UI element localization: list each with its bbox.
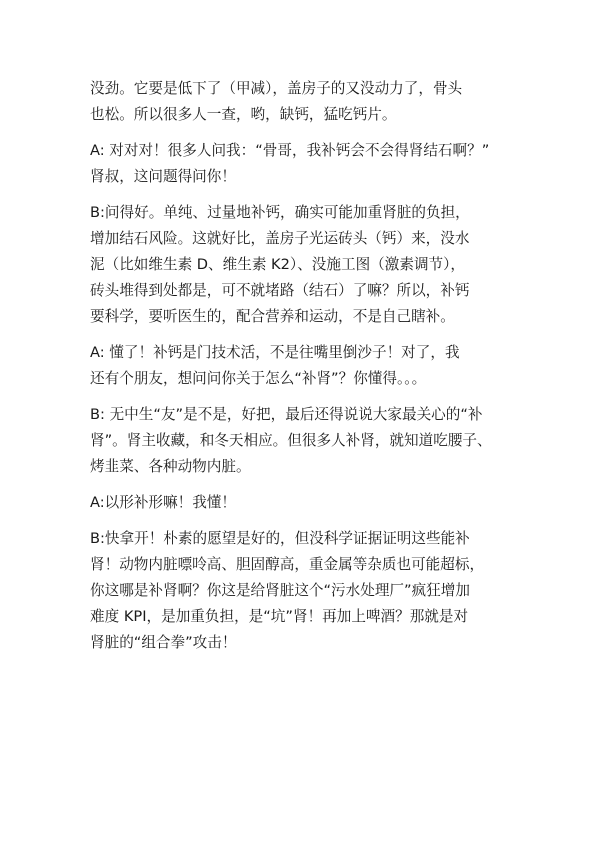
text-line: 增加结石风险。这就好比，盖房子光运砖头（钙）来，没水 [90, 230, 470, 247]
document-body [90, 76, 510, 666]
text-line: 肾！动物内脏嘌呤高、胆固醇高，重金属等杂质也可能超标， [90, 556, 485, 573]
text-line: B:问得好。单纯、过量地补钙，确实可能加重肾脏的负担， [90, 204, 470, 221]
paragraph-4 [90, 340, 510, 392]
text-line: 没劲。它要是低下了（甲减），盖房子的又没动力了，骨头 [90, 80, 463, 97]
paragraph-7 [90, 526, 510, 656]
text-line: B:快拿开！朴素的愿望是好的，但没科学证据证明这些能补 [90, 530, 470, 547]
text-line: 难度 KPI，是加重负担，是“坑”肾！再加上啤酒？那就是对 [90, 608, 469, 625]
paragraph-2 [90, 138, 510, 190]
text-line: 泥（比如维生素 D、维生素 K2）、没施工图（激素调节）， [90, 256, 466, 273]
paragraph-6 [90, 490, 510, 516]
text-line: 要科学，要听医生的，配合营养和运动，不是自己瞎补。 [90, 308, 455, 325]
text-line: 还有个朋友，想问问你关于怎么“补肾”？你懂得。。。 [90, 370, 427, 387]
text-line: A:以形补形嘛！我懂！ [90, 494, 236, 511]
text-line: 也松。所以很多人一查，哟，缺钙，猛吃钙片。 [90, 106, 397, 123]
text-line: 肾脏的“组合拳”攻击！ [90, 634, 237, 651]
text-line: A: 对对对！很多人问我：“骨哥，我补钙会不会得肾结石啊？” [90, 142, 490, 159]
paragraph-1 [90, 76, 510, 128]
text-line: 肾”。肾主收藏，和冬天相应。但很多人补肾，就知道吃腰子、 [90, 432, 492, 449]
paragraph-3 [90, 200, 510, 330]
text-line: B: 无中生“友”是不是，好把，最后还得说说大家最关心的“补 [90, 406, 483, 423]
text-line: 砖头堆得到处都是，可不就堵路（结石）了嘛？所以，补钙 [90, 282, 470, 299]
text-line: 肾叔，这问题得问你！ [90, 168, 236, 185]
text-line: 你这哪是补肾啊？你这是给肾脏这个“污水处理厂”疯狂增加 [90, 582, 470, 599]
paragraph-5 [90, 402, 510, 480]
text-line: A: 懂了！补钙是门技术活，不是往嘴里倒沙子！对了，我 [90, 344, 460, 361]
text-line: 烤韭菜、各种动物内脏。 [90, 458, 251, 475]
